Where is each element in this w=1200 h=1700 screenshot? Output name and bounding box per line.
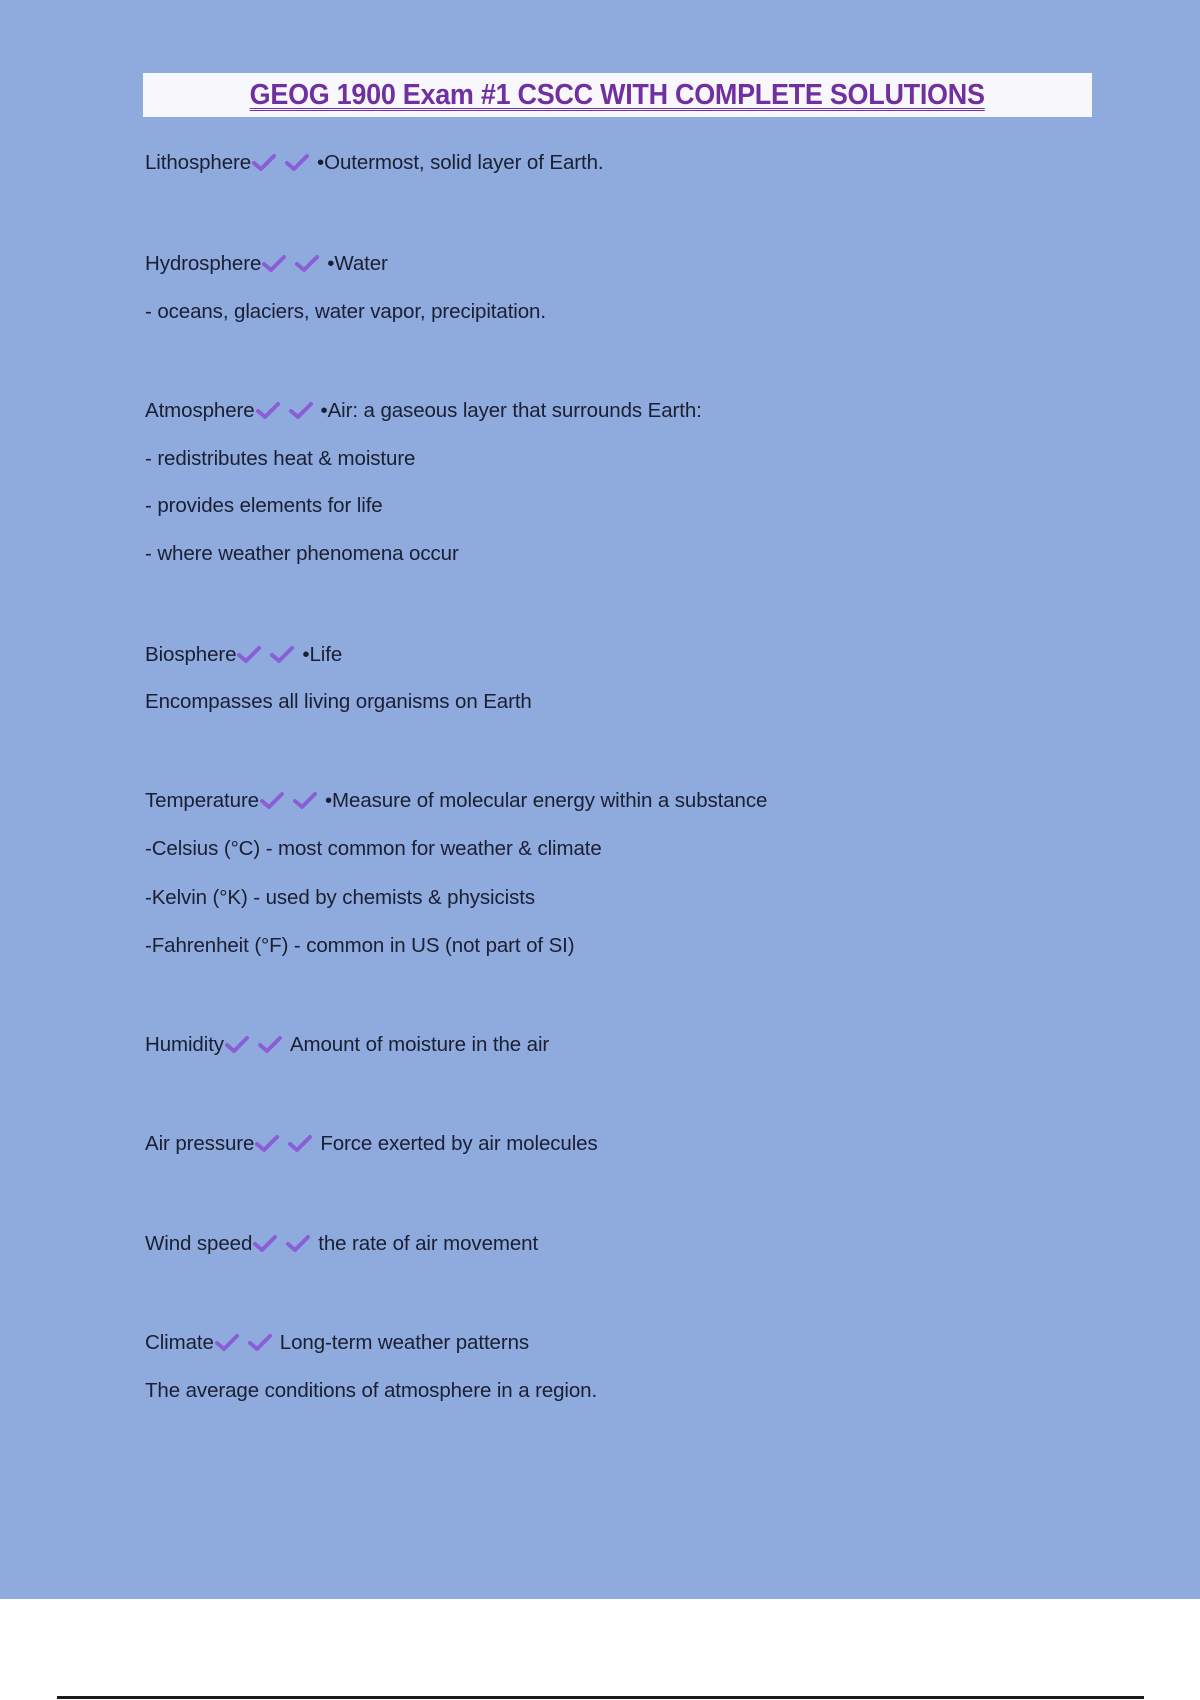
term: Hydrosphere [145, 252, 262, 275]
definition: Amount of moisture in the air [289, 1033, 550, 1056]
entry-hydrosphere [145, 252, 388, 276]
checkmark-icon [224, 1034, 250, 1054]
term: Temperature [145, 789, 259, 812]
detail-line: -Kelvin (°K) - used by chemists & physicists [145, 886, 535, 909]
footer-rule [57, 1696, 1144, 1699]
definition: •Water [327, 252, 388, 275]
entry-biosphere [145, 643, 342, 667]
term: Wind speed [145, 1232, 253, 1255]
checkmark-icon [287, 1133, 313, 1153]
entry-atmosphere [145, 399, 702, 423]
detail-line: - where weather phenomena occur [145, 542, 459, 565]
checkmark-icon [236, 644, 262, 664]
term: Lithosphere [145, 151, 252, 174]
entry-air-pressure [145, 1132, 598, 1156]
checkmark-icon [257, 1034, 283, 1054]
checkmark-icon [288, 400, 314, 420]
checkmark-icon [252, 1233, 278, 1253]
detail-line: - redistributes heat & moisture [145, 447, 416, 470]
title-banner [143, 73, 1092, 117]
checkmark-icon [261, 253, 287, 273]
checkmark-icon [255, 400, 281, 420]
definition: •Air: a gaseous layer that surrounds Earth: [320, 399, 702, 422]
checkmark-icon [251, 152, 277, 172]
definition: •Life [302, 643, 343, 666]
entry-lithosphere [145, 151, 603, 175]
checkmark-icon [214, 1332, 240, 1352]
checkmark-icon [285, 1233, 311, 1253]
definition: Long-term weather patterns [279, 1331, 530, 1354]
entry-wind-speed [145, 1232, 538, 1256]
definition: •Measure of molecular energy within a substance [324, 789, 768, 812]
checkmark-icon [254, 1133, 280, 1153]
detail-line: -Celsius (°C) - most common for weather & climate [145, 837, 602, 860]
detail-line: -Fahrenheit (°F) - common in US (not part of SI) [145, 934, 575, 957]
checkmark-icon [259, 790, 285, 810]
checkmark-icon [269, 644, 295, 664]
document-title: GEOG 1900 Exam #1 CSCC WITH COMPLETE SOLUTIONS [249, 78, 985, 111]
definition: the rate of air movement [318, 1232, 539, 1255]
detail-line: Encompasses all living organisms on Earth [145, 690, 532, 713]
definition: Force exerted by air molecules [320, 1132, 598, 1155]
detail-line: - oceans, glaciers, water vapor, precipitation. [145, 300, 546, 323]
checkmark-icon [284, 152, 310, 172]
checkmark-icon [294, 253, 320, 273]
term: Air pressure [145, 1132, 255, 1155]
term: Atmosphere [145, 399, 255, 422]
definition: •Outermost, solid layer of Earth. [317, 151, 604, 174]
term: Climate [145, 1331, 214, 1354]
entry-temperature [145, 789, 767, 813]
checkmark-icon [247, 1332, 273, 1352]
detail-line: The average conditions of atmosphere in a region. [145, 1379, 598, 1402]
detail-line: - provides elements for life [145, 494, 383, 517]
term: Biosphere [145, 643, 237, 666]
checkmark-icon [292, 790, 318, 810]
entry-humidity [145, 1033, 549, 1057]
entry-climate [145, 1331, 529, 1355]
term: Humidity [145, 1033, 224, 1056]
